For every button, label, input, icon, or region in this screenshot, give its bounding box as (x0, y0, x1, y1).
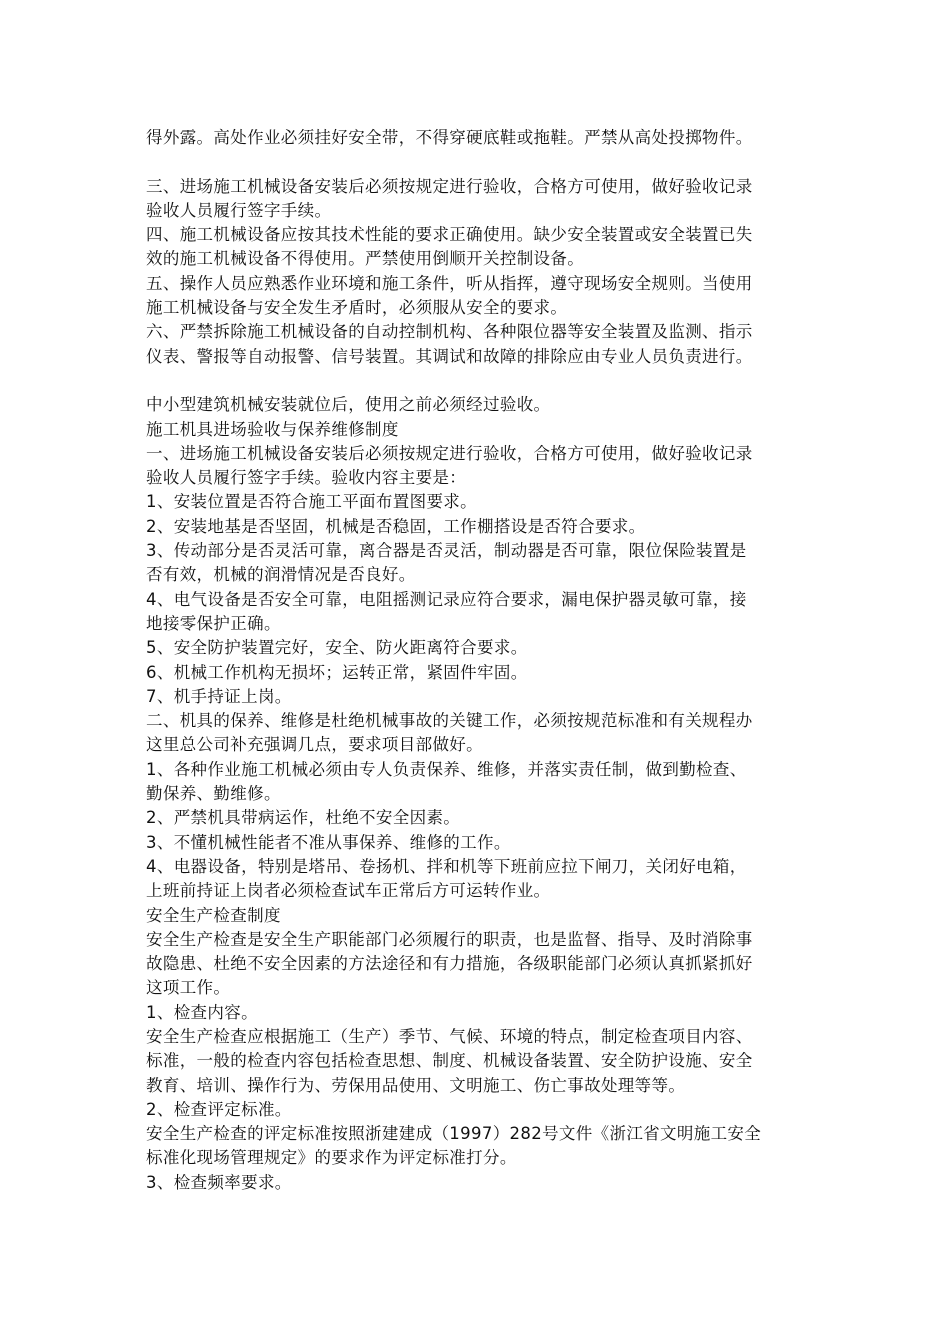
list-item: 4、电气设备是否安全可靠，电阻摇测记录应符合要求，漏电保护器灵敏可靠，接 (146, 589, 747, 609)
text-line: 四、施工机械设备应按其技术性能的要求正确使用。缺少安全装置或安全装置已失 (146, 225, 753, 245)
text-line: 五、操作人员应熟悉作业环境和施工条件，听从指挥，遵守现场安全规则。当使用 (146, 273, 753, 293)
list-item: 3、传动部分是否灵活可靠，离合器是否灵活，制动器是否可靠，限位保险装置是 (146, 541, 747, 561)
list-item: 6、机械工作机构无损坏；运转正常，紧固件牢固。 (146, 662, 528, 682)
list-item: 2、严禁机具带病运作，杜绝不安全因素。 (146, 808, 461, 828)
text-line: 勤保养、勤维修。 (146, 784, 281, 804)
list-item: 2、安装地基是否坚固，机械是否稳固，工作棚搭设是否符合要求。 (146, 516, 646, 536)
text-line: 中小型建筑机械安装就位后，使用之前必须经过验收。 (146, 395, 551, 415)
text-line: 三、进场施工机械设备安装后必须按规定进行验收，合格方可使用，做好验收记录 (146, 176, 753, 196)
list-item: 2、检查评定标准。 (146, 1099, 292, 1119)
text-line: 标准，一般的检查内容包括检查思想、制度、机械设备装置、安全防护设施、安全 (146, 1051, 753, 1071)
text-line: 安全生产检查应根据施工（生产）季节、气候、环境的特点，制定检查项目内容、 (146, 1026, 753, 1046)
text-line: 上班前持证上岗者必须检查试车正常后方可运转作业。 (146, 881, 551, 901)
document-page (146, 126, 816, 1195)
list-item: 1、检查内容。 (146, 1002, 258, 1022)
section-heading: 施工机具进场验收与保养维修制度 (146, 419, 399, 439)
text-line: 验收人员履行签字手续。 (146, 200, 332, 220)
text-line: 六、严禁拆除施工机械设备的自动控制机构、各种限位器等安全装置及监测、指示 (146, 322, 753, 342)
text-line: 得外露。高处作业必须挂好安全带，不得穿硬底鞋或拖鞋。严禁从高处投掷物件。 (146, 128, 753, 147)
text-line: 一、进场施工机械设备安装后必须按规定进行验收，合格方可使用，做好验收记录 (146, 443, 753, 463)
text-line: 标准化现场管理规定》的要求作为评定标准打分。 (146, 1148, 517, 1168)
text-line: 这项工作。 (146, 978, 231, 998)
text-line: 效的施工机械设备不得使用。严禁使用倒顺开关控制设备。 (146, 249, 585, 269)
text-line: 验收人员履行签字手续。验收内容主要是： (146, 468, 467, 488)
text-line: 故隐患、杜绝不安全因素的方法途径和有力措施，各级职能部门必须认真抓紧抓好 (146, 954, 753, 974)
text-line: 安全生产检查的评定标准按照浙建建成（1997）282号文件《浙江省文明施工安全 (146, 1124, 762, 1144)
blank-line (146, 150, 816, 174)
text-line: 仪表、警报等自动报警、信号装置。其调试和故障的排除应由专业人员负责进行。 (146, 346, 753, 366)
text-line: 地接零保护正确。 (146, 613, 281, 633)
blank-line (146, 369, 816, 393)
list-item: 3、不懂机械性能者不准从事保养、维修的工作。 (146, 832, 511, 852)
list-item: 1、各种作业施工机械必须由专人负责保养、维修，并落实责任制，做到勤检查、 (146, 759, 747, 779)
list-item: 4、电器设备，特别是塔吊、卷扬机、拌和机等下班前应拉下闸刀，关闭好电箱， (146, 856, 747, 876)
text-line: 教育、培训、操作行为、劳保用品使用、文明施工、伤亡事故处理等等。 (146, 1075, 686, 1095)
list-item: 5、安全防护装置完好，安全、防火距离符合要求。 (146, 638, 528, 658)
list-item: 3、检查频率要求。 (146, 1172, 292, 1192)
text-line: 二、机具的保养、维修是杜绝机械事故的关键工作，必须按规范标准和有关规程办 (146, 711, 753, 731)
text-line: 安全生产检查是安全生产职能部门必须履行的职责，也是监督、指导、及时消除事 (146, 929, 753, 949)
text-line: 这里总公司补充强调几点，要求项目部做好。 (146, 735, 483, 755)
list-item: 7、机手持证上岗。 (146, 686, 292, 706)
text-line: 施工机械设备与安全发生矛盾时，必须服从安全的要求。 (146, 298, 568, 318)
text-line: 否有效，机械的润滑情况是否良好。 (146, 565, 416, 585)
section-heading: 安全生产检查制度 (146, 905, 281, 925)
list-item: 1、安装位置是否符合施工平面布置图要求。 (146, 492, 477, 512)
